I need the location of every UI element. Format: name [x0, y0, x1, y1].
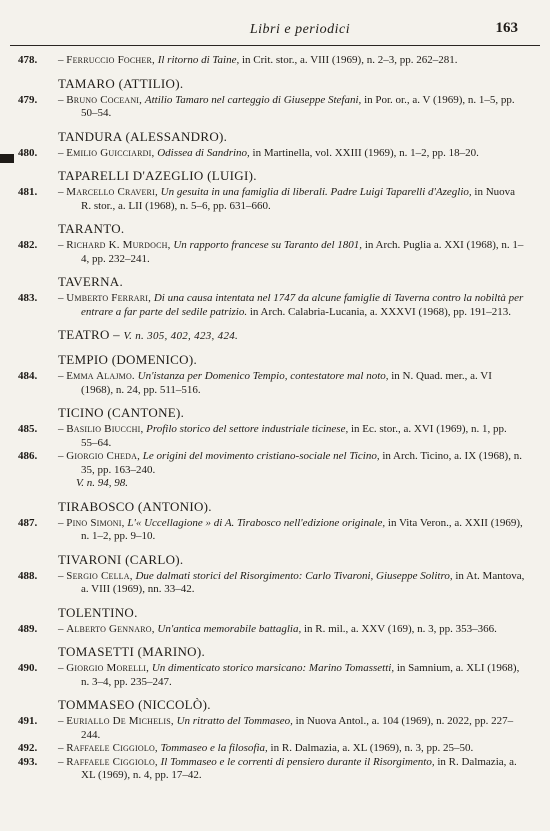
entry-author: Euriallo De Michelis,	[66, 715, 174, 727]
bibliography-entry: 483. – Umberto Ferrari, Di una causa intentata nel 1747 da alcune famiglie di Taverna contro la nobiltà per entrare a far parte del sedile patrizio. in Arch. Calabria-Lucania, a. XXXVI (1968), pp. 191–213.	[18, 292, 524, 318]
entry-title: Un gesuita in una famiglia di liberali. Padre Luigi Taparelli d'Azeglio,	[160, 186, 472, 198]
entry-author: Raffaele Ciggiolo,	[66, 742, 158, 754]
entry-citation: in Ec. stor., a. XVI (1969), n. 1, pp. 55–64.	[81, 423, 507, 449]
cross-reference: V. n. 94, 98.	[76, 477, 129, 489]
entry-title: Il Tommaseo e le correnti di pensiero durante il Risorgimento,	[160, 755, 435, 768]
bibliography-entry: 488. – Sergio Cella, Due dalmati storici del Risorgimento: Carlo Tivaroni, Giuseppe Solitro, in At. Mantova, a. VIII (1969), nn. 33–42.	[18, 569, 525, 595]
bibliography-entry: 485. – Basilio Biucchi, Profilo storico del settore industriale ticinese, in Ec. stor., a. XVI (1969), n. 1, pp. 55–64.	[18, 423, 507, 449]
bibliography-entry: 493. – Raffaele Ciggiolo, Il Tommaseo e le correnti di pensiero durante il Risorgimento, in R. Dalmazia, a. XL (1969), n. 4, pp. 17–42.	[18, 755, 517, 781]
bibliography-list	[0, 54, 550, 783]
entry-number: 487.	[18, 516, 38, 529]
entry-author: Marcello Craveri,	[66, 186, 158, 198]
subject-heading: TAPARELLI D'AZEGLIO (LUIGI).	[58, 168, 257, 183]
page-header	[0, 20, 550, 40]
entry-title: Un ritratto del Tommaseo,	[176, 715, 293, 727]
cross-reference: V. n. 305, 402, 423, 424.	[123, 330, 239, 342]
entry-author: Giorgio Morelli,	[66, 662, 150, 674]
bibliography-entry: 484. – Emma Alajmo. Un'istanza per Domenico Tempio, contestatore mal noto, in N. Quad. mer., a. VI (1968), n. 24, pp. 511–516.	[18, 370, 492, 396]
entry-citation: in Por. or., a. V (1969), n. 1–5, pp. 50–54.	[81, 93, 515, 119]
bibliography-entry: 490. – Giorgio Morelli, Un dimenticato storico marsicano: Marino Tomassetti, in Samnium, a. XLI (1968), n. 3–4, pp. 235–247.	[18, 662, 520, 688]
bibliography-entry: 482. – Richard K. Murdoch, Un rapporto francese su Taranto del 1801, in Arch. Puglia a. XXI (1968), n. 1–4, pp. 232–241.	[18, 239, 524, 265]
entry-title: L'« Uccellagione » di A. Tirabosco nell'edizione originale,	[127, 516, 386, 529]
entry-number: 483.	[18, 292, 38, 304]
entry-title: Un dimenticato storico marsicano: Marino Tomassetti,	[151, 662, 395, 674]
entry-number: 492.	[18, 742, 38, 754]
bibliography-entry: 480. – Emilio Guicciardi, Odissea di Sandrino, in Martinella, vol. XXIII (1969), n. 1–2, pp. 18–20.	[18, 146, 479, 159]
entry-citation: in Samnium, a. XLI (1968), n. 3–4, pp. 235–247.	[81, 662, 520, 688]
entry-number: 493.	[18, 755, 38, 768]
entry-title: Attilio Tamaro nel carteggio di Giuseppe Stefani,	[144, 93, 362, 106]
entry-citation: in R. mil., a. XXV (169), n. 3, pp. 353–366.	[303, 622, 497, 635]
entry-number: 484.	[18, 370, 38, 382]
bibliography-entry: 479. – Bruno Coceani, Attilio Tamaro nel carteggio di Giuseppe Stefani, in Por. or., a. V (1969), n. 1–5, pp. 50–54.	[18, 93, 515, 119]
entry-title: Un'antica memorabile battaglia,	[157, 622, 302, 635]
entry-number: 482.	[18, 239, 38, 251]
subject-heading: TOMASETTI (MARINO).	[58, 644, 206, 659]
entry-author: Sergio Cella,	[66, 569, 133, 582]
subject-heading	[58, 327, 550, 344]
entry-number: 490.	[18, 662, 38, 674]
bibliography-entry: 489. – Alberto Gennaro, Un'antica memorabile battaglia, in R. mil., a. XXV (169), n. 3, pp. 353–366.	[18, 622, 497, 635]
subject-heading: TICINO (CANTONE).	[58, 405, 185, 420]
entry-citation: in Arch. Puglia a. XXI (1968), n. 1–4, pp. 232–241.	[81, 239, 524, 265]
entry-number: 480.	[18, 146, 38, 159]
subject-heading: TARANTO.	[58, 221, 125, 236]
entry-number: 489.	[18, 622, 38, 635]
entry-citation: in Arch. Ticino, a. IX (1968), n. 35, pp. 163–240.	[81, 450, 522, 476]
bibliography-entry: 487. – Pino Simoni, L'« Uccellagione » di A. Tirabosco nell'edizione originale, in Vita Veron., a. XXII (1969), n. 1–2, pp. 9–10.	[18, 516, 523, 542]
entry-citation: in Martinella, vol. XXIII (1969), n. 1–2, pp. 18–20.	[252, 146, 479, 159]
entry-author: Bruno Coceani,	[66, 93, 143, 106]
bibliography-entry: 492. – Raffaele Ciggiolo, Tommaseo e la filosofia, in R. Dalmazia, a. XL (1969), n. 3, pp. 25–50.	[18, 742, 474, 754]
entry-citation: in Crit. stor., a. VIII (1969), n. 2–3, pp. 262–281.	[241, 54, 458, 66]
heading-text: TEATRO –	[58, 327, 120, 342]
entry-citation: in Vita Veron., a. XXII (1969), n. 1–2, pp. 9–10.	[81, 516, 523, 542]
bibliography-entry: 486. – Giorgio Cheda, Le origini del movimento cristiano-sociale nel Ticino, in Arch. Ticino, a. IX (1968), n. 35, pp. 163–240.	[18, 450, 522, 476]
entry-title: Odissea di Sandrino,	[157, 146, 250, 159]
entry-author: Ferruccio Focher,	[66, 54, 155, 66]
subject-heading: TIVARONI (CARLO).	[58, 551, 184, 567]
entry-citation: in R. Dalmazia, a. XL (1969), n. 4, pp. 17–42.	[81, 755, 517, 781]
entry-number: 485.	[18, 423, 38, 435]
entry-author: Pino Simoni,	[66, 516, 125, 529]
entry-citation: in N. Quad. mer., a. VI (1968), n. 24, pp. 511–516.	[81, 370, 492, 396]
bibliography-entry: 491. – Euriallo De Michelis, Un ritratto del Tommaseo, in Nuova Antol., a. 104 (1969), n. 2022, pp. 227–244.	[18, 715, 514, 741]
subject-heading: TEMPIO (DOMENICO).	[58, 352, 197, 367]
entry-citation: in Nuova R. stor., a. LII (1968), n. 5–6, pp. 631–660.	[81, 186, 516, 212]
entry-number: 478.	[18, 54, 38, 66]
entry-title: Un'istanza per Domenico Tempio, contestatore mal noto,	[137, 370, 389, 382]
entry-title: Tommaseo e la filosofia,	[160, 742, 268, 754]
subject-heading: TAMARO (ATTILIO).	[58, 75, 184, 91]
running-title: Libri e periodici	[249, 22, 351, 37]
subject-heading: TOMMASEO (NICCOLÒ).	[58, 697, 211, 712]
entry-citation: in Arch. Calabria-Lucania, a. XXXVI (1968), pp. 191–213.	[249, 305, 512, 318]
entry-title: Due dalmati storici del Risorgimento: Carlo Tivaroni, Giuseppe Solitro,	[135, 569, 453, 582]
bibliography-entry: 481. – Marcello Craveri, Un gesuita in una famiglia di liberali. Padre Luigi Taparelli d'Azeglio, in Nuova R. stor., a. LII (1968), n. 5–6, pp. 631–660.	[18, 186, 516, 212]
entry-number: 486.	[18, 450, 38, 462]
entry-citation: in At. Mantova, a. VIII (1969), nn. 33–42.	[81, 569, 525, 595]
subject-heading: TIRABOSCO (ANTONIO).	[58, 498, 212, 514]
entry-author: Richard K. Murdoch,	[66, 239, 171, 251]
entry-citation: in Nuova Antol., a. 104 (1969), n. 2022, pp. 227–244.	[81, 715, 514, 741]
entry-number: 488.	[18, 569, 38, 582]
entry-title: Il ritorno di Taine,	[157, 54, 240, 66]
entry-author: Emma Alajmo.	[66, 370, 135, 382]
entry-citation: in R. Dalmazia, a. XL (1969), n. 3, pp. 25–50.	[270, 742, 474, 754]
entry-author: Raffaele Ciggiolo,	[66, 755, 158, 768]
entry-title: Profilo storico del settore industriale ticinese,	[146, 423, 349, 435]
entry-author: Giorgio Cheda,	[66, 450, 141, 462]
entry-title: Di una causa intentata nel 1747 da alcune famiglie di Taverna contro la nobiltà per entrare a far parte del sedile patrizio.	[81, 292, 524, 318]
subject-heading: TOLENTINO.	[58, 604, 138, 620]
entry-number: 481.	[18, 186, 38, 198]
entry-number: 479.	[18, 93, 38, 106]
subject-heading: TANDURA (ALESSANDRO).	[58, 128, 228, 144]
entry-author: Alberto Gennaro,	[66, 622, 155, 635]
page-number: 163	[495, 20, 518, 36]
header-rule	[10, 45, 540, 46]
entry-author: Umberto Ferrari,	[66, 292, 152, 304]
entry-author: Emilio Guicciardi,	[66, 146, 155, 159]
entry-title: Un rapporto francese su Taranto del 1801,	[173, 239, 363, 251]
entry-number: 491.	[18, 715, 38, 727]
entry-title: Le origini del movimento cristiano-sociale nel Ticino,	[142, 450, 380, 462]
entry-author: Basilio Biucchi,	[66, 423, 144, 435]
bibliography-entry: 478. – Ferruccio Focher, Il ritorno di Taine, in Crit. stor., a. VIII (1969), n. 2–3, pp. 262–281.	[18, 54, 458, 66]
subject-heading: TAVERNA.	[58, 274, 124, 289]
